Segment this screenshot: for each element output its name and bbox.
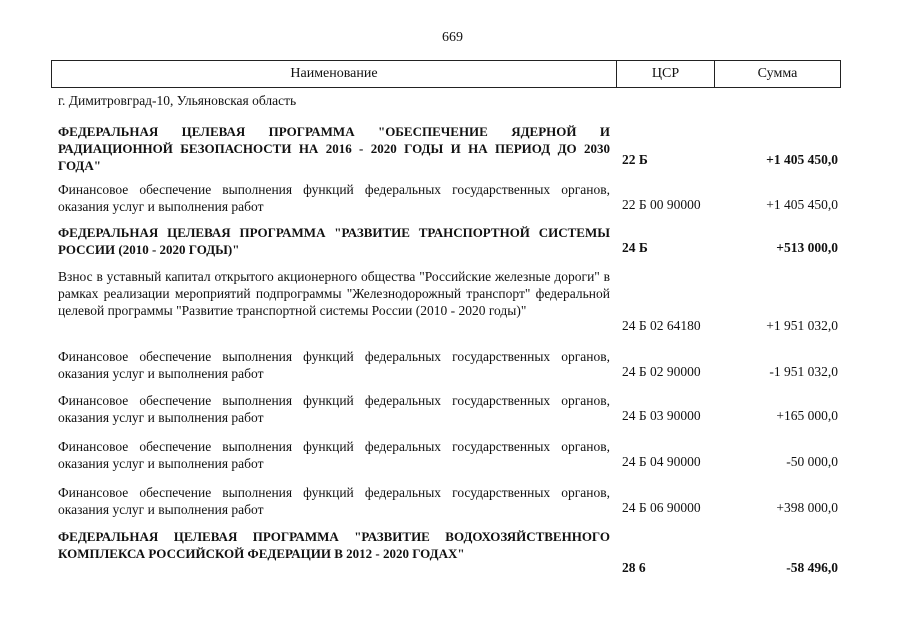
table-row bbox=[58, 528, 838, 576]
row-csr: 24 Б 06 90000 bbox=[622, 500, 701, 515]
row-sum: +1 405 450,0 bbox=[766, 197, 838, 212]
row-name: Финансовое обеспечение выполнения функций федеральных государственных органов, оказания услуг и выполнения работ bbox=[58, 349, 610, 381]
column-header-name: Наименование bbox=[52, 61, 617, 87]
row-csr: 28 6 bbox=[622, 560, 646, 575]
table-row bbox=[58, 348, 838, 380]
row-name: Финансовое обеспечение выполнения функций федеральных государственных органов, оказания услуг и выполнения работ bbox=[58, 439, 610, 471]
row-name: Финансовое обеспечение выполнения функций федеральных государственных органов, оказания услуг и выполнения работ bbox=[58, 485, 610, 517]
row-name: Взнос в уставный капитал открытого акционерного общества "Российские железные дороги" в рамках реализации мероприятий подпрограммы "Железнодорожный транспорт" федеральной целевой программы "Развитие транспортной системы России (2010 - 2020 годы)" bbox=[58, 269, 610, 318]
table-row bbox=[58, 123, 838, 173]
column-header-csr: ЦСР bbox=[617, 61, 715, 87]
table-row bbox=[58, 181, 838, 213]
table-row bbox=[58, 224, 838, 256]
row-csr: 24 Б 04 90000 bbox=[622, 454, 701, 469]
row-sum: -1 951 032,0 bbox=[769, 364, 838, 379]
row-sum: -58 496,0 bbox=[786, 560, 838, 575]
row-csr: 22 Б bbox=[622, 152, 648, 167]
row-csr: 24 Б 02 64180 bbox=[622, 318, 701, 333]
row-csr: 22 Б 00 90000 bbox=[622, 197, 701, 212]
row-sum: +1 405 450,0 bbox=[766, 152, 838, 167]
row-sum: +1 951 032,0 bbox=[766, 318, 838, 333]
row-name: ФЕДЕРАЛЬНАЯ ЦЕЛЕВАЯ ПРОГРАММА "ОБЕСПЕЧЕНИЕ ЯДЕРНОЙ И РАДИАЦИОННОЙ БЕЗОПАСНОСТИ НА 2016 - 2020 ГОДЫ И НА ПЕРИОД ДО 2030 ГОДА" bbox=[58, 124, 610, 173]
row-name: ФЕДЕРАЛЬНАЯ ЦЕЛЕВАЯ ПРОГРАММА "РАЗВИТИЕ ТРАНСПОРТНОЙ СИСТЕМЫ РОССИИ (2010 - 2020 ГОДЫ)" bbox=[58, 225, 610, 257]
page-number: 669 bbox=[442, 30, 463, 45]
column-header-sum: Сумма bbox=[757, 66, 798, 81]
row-csr: 24 Б 02 90000 bbox=[622, 364, 701, 379]
table-row bbox=[58, 438, 838, 470]
table-row bbox=[58, 484, 838, 516]
table-row bbox=[58, 392, 838, 424]
section-subheader: г. Димитровград-10, Ульяновская область bbox=[58, 93, 297, 108]
row-sum: +398 000,0 bbox=[776, 500, 838, 515]
table-row bbox=[58, 268, 838, 334]
row-name: Финансовое обеспечение выполнения функций федеральных государственных органов, оказания услуг и выполнения работ bbox=[58, 182, 610, 214]
row-sum: -50 000,0 bbox=[786, 454, 838, 469]
row-csr: 24 Б 03 90000 bbox=[622, 408, 701, 423]
row-sum: +513 000,0 bbox=[776, 240, 838, 255]
row-name: ФЕДЕРАЛЬНАЯ ЦЕЛЕВАЯ ПРОГРАММА "РАЗВИТИЕ ВОДОХОЗЯЙСТВЕННОГО КОМПЛЕКСА РОССИЙСКОЙ ФЕДЕРАЦИИ В 2012 - 2020 ГОДАХ" bbox=[58, 529, 610, 561]
row-csr: 24 Б bbox=[622, 240, 648, 255]
row-name: Финансовое обеспечение выполнения функций федеральных государственных органов, оказания услуг и выполнения работ bbox=[58, 393, 610, 425]
row-sum: +165 000,0 bbox=[776, 408, 838, 423]
